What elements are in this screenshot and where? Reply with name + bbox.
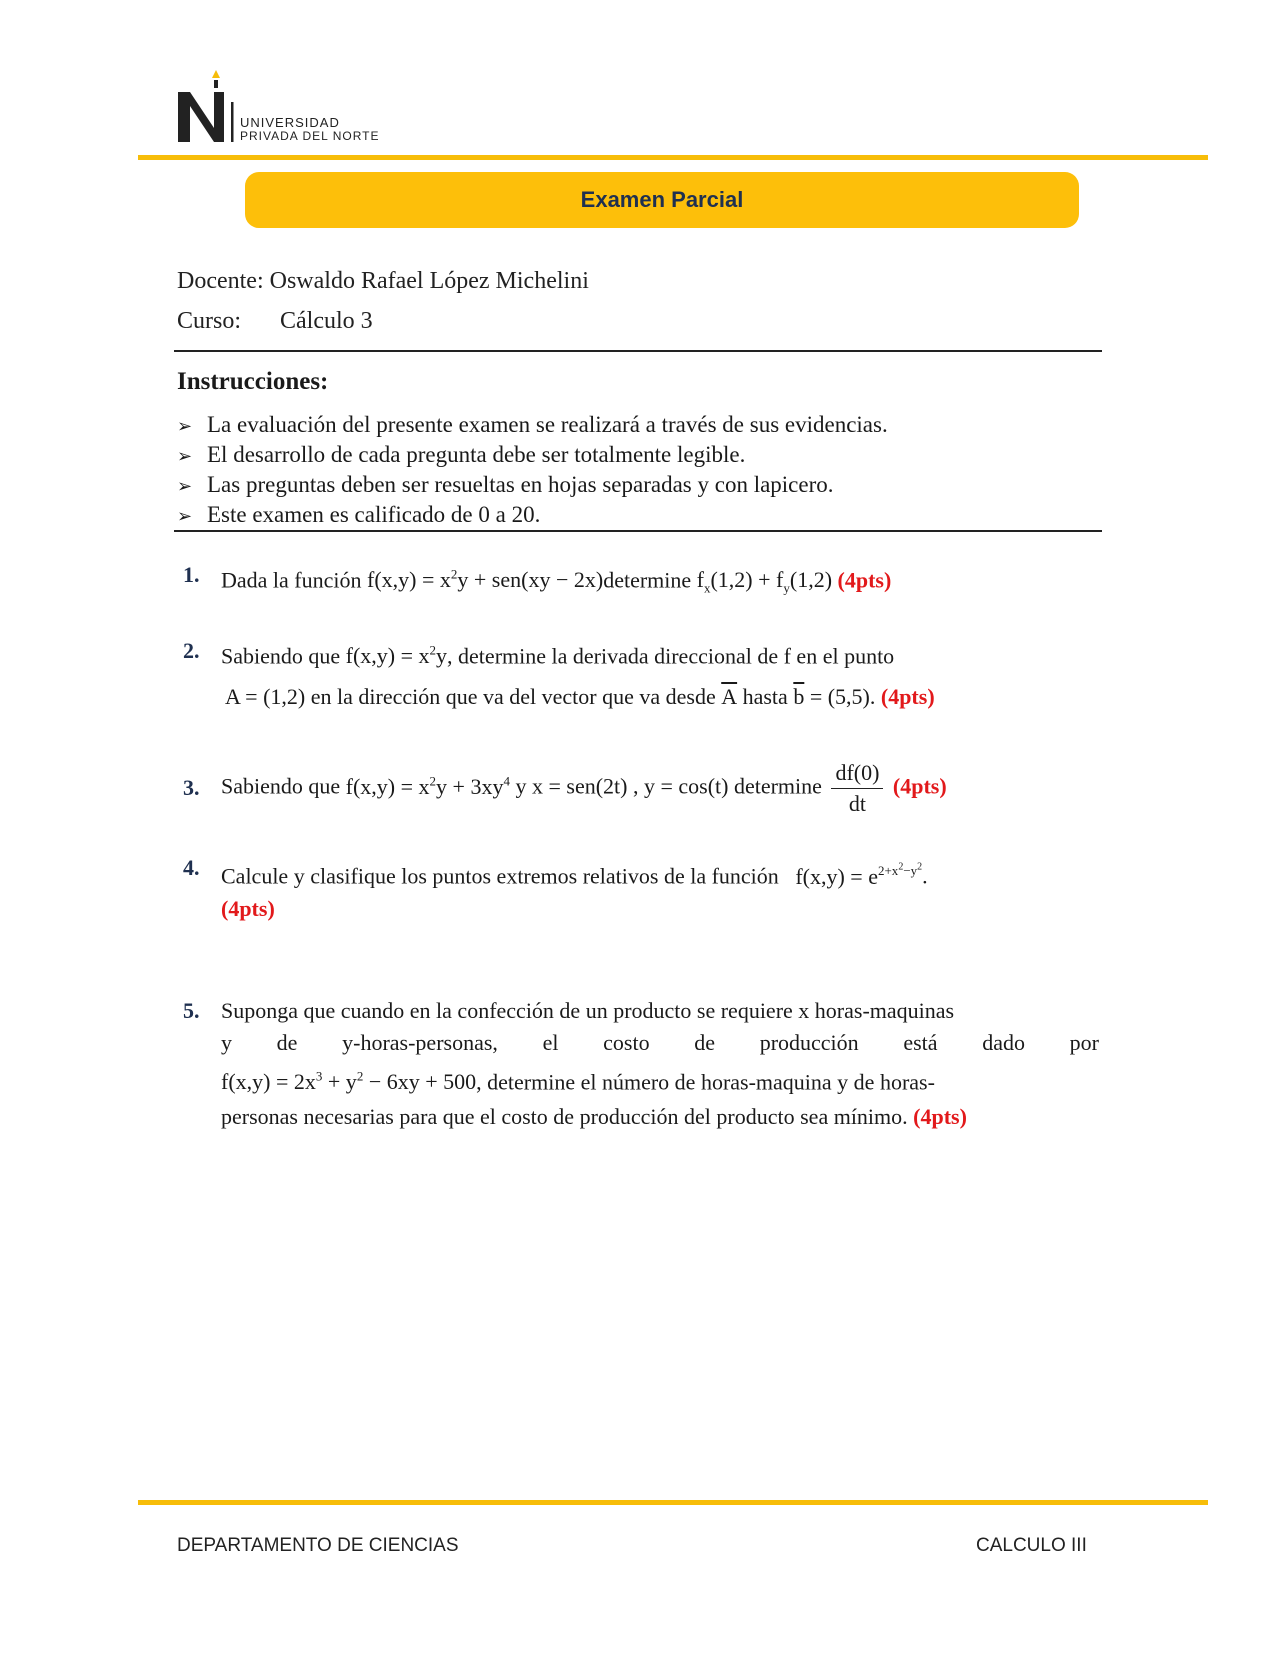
formula: $f(x,y) = x^2y + sen(xy - 2x)$ (367, 567, 604, 593)
formula: $f(x,y) = 2x^3 + y^2 - 6xy + 500$ (221, 1069, 477, 1095)
list-item: ➢ Este examen es calificado de 0 a 20. (177, 500, 888, 530)
derivative-fraction: $\frac{df(0)}{dt}$ (831, 758, 883, 819)
question-text: $f(x,y) = 2x^3 + y^2 - 6xy + 500$, determine el número de horas-maquina y de horas- (221, 1069, 935, 1095)
list-item: ➢ Las preguntas deben ser resueltas en hojas separadas y con lapicero. (177, 470, 888, 500)
formula: $\overline{A}$ (721, 684, 738, 709)
question-number: 1. (183, 562, 200, 587)
formula: $\overline{b} = (5,5)$ (793, 684, 870, 709)
points-label: (4pts) (892, 773, 947, 799)
arrow-bullet-icon: ➢ (177, 416, 193, 437)
formula: A = (1,2) (225, 684, 306, 709)
points-label: (4pts) (913, 1104, 967, 1129)
question-text: A = (1,2) en la dirección que va del vector que va desde $\overline{A}$ hasta $\overline{b} = (5,5)$. (4pts) (225, 684, 935, 709)
formula: $f(x,y) = x^2y$ (345, 643, 448, 669)
list-item: ➢ La evaluación del presente examen se realizará a través de sus evidencias. (177, 410, 888, 440)
question-text: personas necesarias para que el costo de producción del producto sea mínimo. (4pts) (221, 1104, 967, 1129)
course-name: Cálculo 3 (280, 308, 373, 334)
header-gold-rule (138, 155, 1208, 160)
question-text: Dada la función $f(x,y) = x^2y + sen(xy$ − 2x)determine $f_x(1,2) + f_y(1,2)$ (4pts) (221, 567, 892, 596)
instructions-list (177, 410, 888, 530)
footer-left: DEPARTAMENTO DE CIENCIAS (177, 1535, 459, 1556)
question-number: 5. (183, 998, 200, 1023)
teacher-line (177, 268, 589, 295)
logo-line-2: PRIVADA DEL NORTE (240, 129, 380, 143)
divider-bottom (174, 530, 1102, 532)
formula: $f(x,y) = e^{2+x^2-y^2}$ (795, 862, 923, 889)
exam-title-band (245, 172, 1079, 228)
points-label: (4pts) (880, 684, 935, 709)
exam-title: Examen Parcial (580, 187, 744, 212)
question-text: Calcule y clasifique los puntos extremos relativos de la función $f(x,y) = e^{2+x^2-y^2}$. (221, 862, 928, 889)
teacher-label: Docente: (177, 268, 264, 294)
arrow-bullet-icon: ➢ (177, 446, 193, 467)
unpn-logo-icon (174, 70, 238, 146)
divider-top (174, 350, 1102, 352)
instructions-title: Instrucciones: (177, 368, 329, 395)
formula: x = sen(2t) , y = cos(t) (531, 773, 729, 799)
list-item: ➢ El desarrollo de cada pregunta debe ser totalmente legible. (177, 440, 888, 470)
question-number: 4. (183, 855, 200, 880)
arrow-bullet-icon: ➢ (177, 476, 193, 497)
question-text: Suponga que cuando en la confección de un producto se requiere x horas-maquinas (221, 998, 955, 1023)
question-text: Sabiendo que $f(x,y) = x^2y + 3xy^4$ y x = sen(2t) , y = cos(t) determine $\frac{df(0)}{dt}$ (4pts) (221, 758, 1101, 819)
course-line (177, 308, 373, 335)
course-label: Curso: (177, 308, 242, 334)
question-number: 2. (183, 638, 200, 663)
formula: $f(x,y) = x^2y + 3xy^4$ (345, 773, 510, 799)
footer-gold-rule (138, 1500, 1208, 1505)
teacher-name: Oswaldo Rafael López Michelini (269, 268, 589, 294)
footer-right: CALCULO III (976, 1535, 1087, 1556)
university-logo (174, 70, 414, 146)
logo-line-1: UNIVERSIDAD (240, 115, 340, 130)
question-number: 3. (183, 775, 200, 800)
question-text: y de y-horas-personas, el costo de producción está dado por (221, 1030, 1099, 1055)
points-label: (4pts) (837, 567, 892, 593)
formula: $f_x(1,2) + f_y(1,2)$ (696, 567, 833, 596)
question-text: Sabiendo que $f(x,y) = x^2y$, determine la derivada direccional de f en el punto (221, 643, 895, 669)
arrow-bullet-icon: ➢ (177, 506, 193, 527)
points-label: (4pts) (221, 896, 275, 921)
